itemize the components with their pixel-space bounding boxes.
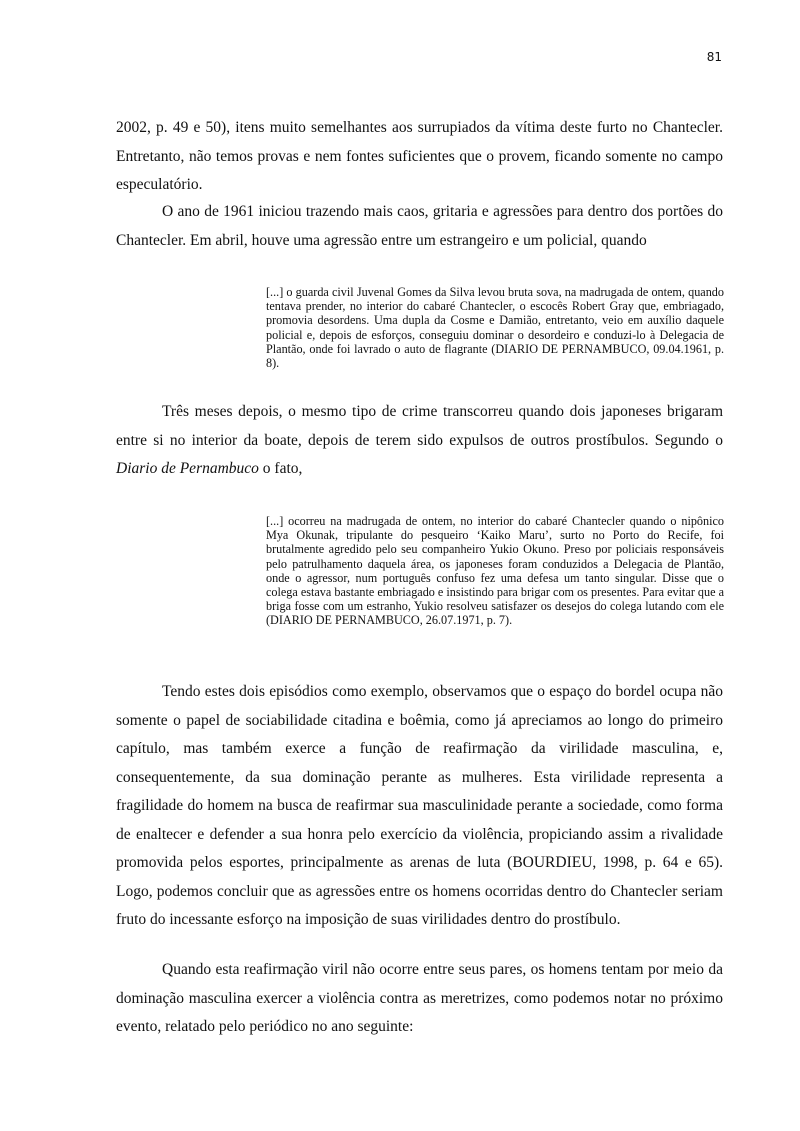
paragraph-5: Quando esta reafirmação viril não ocorre entre seus pares, os homens tentam por meio da dominação masculina exercer a violência contra as meretrizes, como podemos notar no próximo evento, relatado pelo periódico no ano seguinte: — [116, 961, 723, 1035]
page-number: 81 — [706, 50, 722, 64]
paragraph-4: Tendo estes dois episódios como exemplo, observamos que o espaço do bordel ocupa não somente o papel de sociabilidade citadina e boêmia, como já apreciamos ao longo do primeiro capítulo, mas também exerce a função de reafirmação da virilidade masculina, e, consequentemente, da sua dominação perante as mulheres. Esta virilidade representa a fragilidade do homem na busca de reafirmar sua masculinidade perante a sociedade, como forma de enaltecer e defender a sua honra pelo exercício da violência, propiciando assim a rivalidade promovida pelos esportes, principalmente as arenas de luta (BOURDIEU, 1998, p. 64 e 65). Logo, podemos concluir que as agressões entre os homens ocorridas dentro do Chantecler seriam fruto do incessante esforço na imposição de suas virilidades dentro do prostíbulo. — [116, 683, 723, 928]
paragraph-3-tail: o fato, — [258, 460, 303, 477]
newspaper-title: Diario de Pernambuco — [116, 460, 259, 477]
paragraph-1: 2002, p. 49 e 50), itens muito semelhantes aos surrupiados da vítima deste furto no Chantecler. Entretanto, não temos provas e nem fontes suficientes que o provem, ficando somente no campo especulatório. — [116, 119, 723, 193]
paragraph-3-text: Três meses depois, o mesmo tipo de crime transcorreu quando dois japoneses brigaram entre si no interior da boate, depois de terem sido expulsos de outros prostíbulos. Segundo o — [116, 403, 723, 449]
paragraph-3 — [116, 398, 723, 484]
block-quote-1: [...] o guarda civil Juvenal Gomes da Silva levou bruta sova, na madrugada de ontem, quando tentava prender, no interior do cabaré Chantecler, o escocês Robert Gray que, embriagado, promovia desordens. Uma dupla da Cosme e Damião, entretanto, veio em auxílio daquele policial e, depois de esforços, conseguiu dominar o desordeiro e conduzi-lo à Delegacia de Plantão, onde foi lavrado o auto de flagrante (DIARIO DE PERNAMBUCO, 09.04.1961, p. 8). — [266, 285, 724, 371]
paragraph-2: O ano de 1961 iniciou trazendo mais caos, gritaria e agressões para dentro dos portões do Chantecler. Em abril, houve uma agressão entre um estrangeiro e um policial, quando — [116, 203, 723, 249]
block-quote-2: [...] ocorreu na madrugada de ontem, no interior do cabaré Chantecler quando o nipônico Mya Okunak, tripulante do pesqueiro ‘Kaiko Maru’, surto no Porto do Recife, foi brutalmente agredido pelo seu companheiro Yukio Okuno. Preso por policiais responsáveis pelo patrulhamento daquela área, os japoneses foram conduzidos a Delegacia de Plantão, onde o agressor, num português confuso fez uma defesa um tanto singular. Disse que o colega estava bastante embriagado e insistindo para brigar com os presentes. Para evitar que a briga fosse com um estranho, Yukio resolveu satisfazer os desejos do colega lutando com ele (DIARIO DE PERNAMBUCO, 26.07.1971, p. 7). — [266, 514, 724, 628]
